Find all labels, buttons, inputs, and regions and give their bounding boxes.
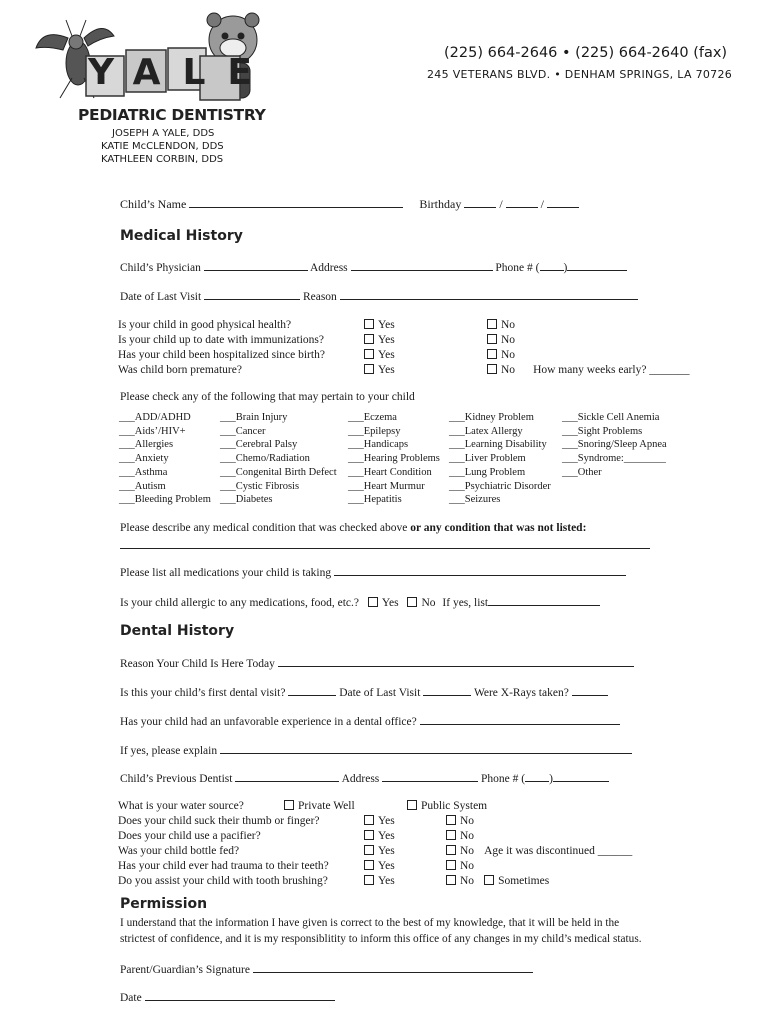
describe-bold-label: or any condition that was not listed: [410, 522, 587, 534]
yes-checkbox[interactable]: Yes [364, 363, 395, 378]
child-name-field[interactable] [189, 197, 403, 208]
physician-phone-field[interactable] [567, 260, 627, 271]
describe-row [120, 522, 586, 534]
conditions-column-1 [119, 411, 211, 507]
yes-checkbox[interactable]: Yes [364, 844, 395, 859]
allergy-list-field[interactable] [488, 595, 600, 606]
date-label: Date [120, 992, 142, 1004]
explain-label: If yes, please explain [120, 745, 218, 757]
birthday-label: Birthday [419, 197, 462, 211]
visit-reason-row [120, 656, 634, 670]
unfavorable-field[interactable] [420, 714, 620, 725]
practice-logo [28, 8, 275, 113]
physician-field[interactable] [204, 260, 308, 271]
condition-item[interactable]: ___Handicaps [348, 439, 409, 451]
physician-address-label: Address [309, 262, 348, 274]
signature-field[interactable] [253, 962, 533, 973]
allergic-row [120, 595, 600, 609]
checkbox-icon [364, 319, 374, 329]
condition-item[interactable]: ___Syndrome:________ [562, 453, 666, 465]
condition-item[interactable]: ___Anxiety [119, 453, 169, 465]
condition-item[interactable]: ___Cerebral Palsy [220, 439, 298, 451]
question-premature: Was child born premature? [118, 364, 242, 376]
condition-item[interactable]: ___Hearing Problems [348, 453, 440, 465]
address-line: 245 VETERANS BLVD. • DENHAM SPRINGS, LA 70726 [427, 68, 733, 81]
medications-row [120, 565, 626, 579]
allergic-yes-checkbox[interactable]: Yes [368, 597, 399, 609]
condition-item[interactable]: ___Aids’/HIV+ [119, 425, 186, 437]
question-brushing: Do you assist your child with tooth brushing? [118, 875, 328, 887]
condition-item[interactable]: ___Congenital Birth Defect [220, 466, 337, 478]
checkbox-icon [487, 349, 497, 359]
condition-item[interactable]: ___ADD/ADHD [119, 412, 191, 423]
xrays-label: Were X-Rays taken? [473, 687, 569, 699]
condition-item[interactable]: ___Liver Problem [449, 453, 526, 465]
prev-dentist-address-label: Address [341, 773, 380, 785]
condition-item[interactable]: ___Sickle Cell Anemia [562, 412, 660, 423]
no-checkbox[interactable]: No [446, 829, 632, 844]
unfavorable-label: Has your child had an unfavorable experience in a dental office? [120, 716, 417, 728]
unfavorable-row [120, 714, 620, 728]
question-bottle: Was your child bottle fed? [118, 845, 240, 857]
checkbox-icon [446, 815, 456, 825]
last-visit-field[interactable] [204, 289, 300, 300]
question-immunizations: Is your child up to date with immunizations? [118, 334, 325, 346]
private-well-checkbox[interactable]: Private Well [284, 800, 355, 812]
permission-heading: Permission [120, 896, 208, 912]
health-yes-column [364, 318, 395, 378]
condition-item[interactable]: ___Hepatitis [348, 494, 402, 506]
dental-last-visit-field[interactable] [423, 685, 471, 696]
last-visit-row [120, 289, 638, 303]
phone-line: (225) 664-2646 • (225) 664-2640 (fax) [444, 45, 728, 61]
condition-item[interactable]: ___Heart Murmur [348, 480, 425, 492]
if-yes-list-label: If yes, list [442, 597, 489, 609]
health-questions [118, 318, 325, 378]
no-checkbox[interactable]: No [487, 333, 690, 348]
visit-reason-label: Reason Your Child Is Here Today [120, 658, 275, 670]
check-intro: Please check any of the following that may pertain to your child [120, 391, 415, 403]
reason-field[interactable] [340, 289, 638, 300]
condition-item[interactable]: ___Sight Problems [562, 425, 643, 437]
no-checkbox[interactable]: No Sometimes [446, 874, 632, 889]
doctor-3: KATHLEEN CORBIN, DDS [101, 154, 224, 165]
checkbox-icon [364, 364, 374, 374]
condition-item[interactable]: ___Diabetes [220, 494, 273, 506]
prev-dentist-field[interactable] [235, 771, 339, 782]
sometimes-checkbox[interactable]: Sometimes [484, 875, 549, 887]
no-checkbox[interactable]: No [446, 859, 632, 874]
yes-checkbox[interactable]: Yes [364, 348, 395, 363]
condition-item[interactable]: ___Cystic Fibrosis [220, 480, 300, 492]
checkbox-icon [364, 334, 374, 344]
dental-last-visit-label: Date of Last Visit [339, 687, 421, 699]
dental-questions [118, 814, 329, 889]
physician-row: Child’s Physician Address Phone # ( ) [120, 260, 627, 274]
visit-reason-field[interactable] [278, 656, 634, 667]
checkbox-icon [364, 875, 374, 885]
condition-item[interactable]: ___Psychiatric Disorder [449, 480, 551, 492]
no-checkbox[interactable]: No [446, 814, 632, 829]
condition-item[interactable]: ___Seizures [449, 494, 501, 506]
checkbox-icon [364, 349, 374, 359]
condition-item[interactable]: ___Bleeding Problem [119, 494, 211, 506]
first-visit-field[interactable] [288, 685, 336, 696]
practice-name: PEDIATRIC DENTISTRY [78, 106, 266, 124]
child-name-row [120, 197, 579, 212]
condition-item[interactable]: ___Autism [119, 480, 166, 492]
permission-text-1: I understand that the information I have given is correct to the best of my knowledge, that it will be held in the [120, 917, 620, 929]
prev-dentist-row: Child’s Previous Dentist Address Phone # ( ) [120, 771, 609, 785]
checkbox-icon [446, 830, 456, 840]
physician-address-field[interactable] [351, 260, 493, 271]
dental-no-column [446, 814, 632, 889]
conditions-column-3 [348, 411, 440, 507]
no-checkbox[interactable]: No [487, 318, 690, 333]
checkbox-icon [446, 845, 456, 855]
health-no-column [487, 318, 690, 378]
prev-dentist-address-field[interactable] [382, 771, 478, 782]
yes-checkbox[interactable]: Yes [364, 829, 395, 844]
birthday-year-field[interactable] [547, 197, 579, 208]
checkbox-icon [484, 875, 494, 885]
dental-history-heading: Dental History [120, 623, 235, 639]
condition-item[interactable]: ___Learning Disability [449, 439, 547, 451]
question-hospitalized: Has your child been hospitalized since birth? [118, 349, 325, 361]
checkbox-icon [364, 860, 374, 870]
physician-label: Child’s Physician [120, 262, 201, 274]
age-discontinued-label[interactable]: Age it was discontinued ______ [484, 845, 633, 857]
physician-area-code-field[interactable] [540, 260, 564, 271]
physician-phone-label: Phone # [495, 262, 533, 274]
doctor-2: KATIE McCLENDON, DDS [101, 141, 224, 152]
explain-field[interactable] [220, 743, 632, 754]
logo-text: YALE [88, 52, 275, 93]
prev-dentist-area-code-field[interactable] [525, 771, 549, 782]
dental-yes-column [364, 814, 395, 889]
condition-item[interactable]: ___Heart Condition [348, 466, 432, 478]
condition-item[interactable]: ___Latex Allergy [449, 425, 523, 437]
prev-dentist-phone-label: Phone # [481, 773, 519, 785]
checkbox-icon [364, 845, 374, 855]
checkbox-icon [407, 800, 417, 810]
yes-checkbox[interactable]: Yes [364, 814, 395, 829]
no-checkbox[interactable]: No Age it was discontinued ______ [446, 844, 632, 859]
doctor-1: JOSEPH A YALE, DDS [112, 128, 215, 139]
birthday-day-field[interactable] [506, 197, 538, 208]
public-system-checkbox[interactable]: Public System [407, 800, 487, 812]
checkbox-icon [487, 334, 497, 344]
prev-dentist-phone-field[interactable] [553, 771, 609, 782]
explain-row [120, 743, 632, 757]
condition-item[interactable]: ___Snoring/Sleep Apnea [562, 439, 667, 451]
checkbox-icon [368, 597, 378, 607]
checkbox-icon [407, 597, 417, 607]
conditions-column-2 [220, 411, 337, 507]
no-checkbox[interactable]: No [487, 348, 690, 363]
yes-checkbox[interactable]: Yes [364, 333, 395, 348]
xrays-field[interactable] [572, 685, 608, 696]
signature-label: Parent/Guardian’s Signature [120, 964, 250, 976]
checkbox-icon [284, 800, 294, 810]
checkbox-icon [446, 860, 456, 870]
birthday-sep: / [540, 197, 545, 211]
medical-history-heading: Medical History [120, 228, 243, 244]
weeks-early-label[interactable]: How many weeks early? _______ [533, 364, 690, 376]
condition-item[interactable]: ___Lung Problem [449, 466, 526, 478]
no-checkbox[interactable]: No How many weeks early? _______ [487, 363, 690, 378]
checkbox-icon [487, 364, 497, 374]
describe-label: Please describe any medical condition that was checked above [120, 522, 411, 534]
reason-label: Reason [302, 291, 337, 303]
allergic-no-checkbox[interactable]: No [407, 597, 435, 609]
yes-checkbox[interactable]: Yes [364, 859, 395, 874]
condition-item[interactable]: ___Cancer [220, 425, 266, 437]
condition-item[interactable]: ___Chemo/Radiation [220, 453, 310, 465]
checkbox-icon [487, 319, 497, 329]
last-visit-label: Date of Last Visit [120, 291, 202, 303]
yes-checkbox[interactable]: Yes [364, 874, 395, 889]
medications-label: Please list all medications your child is taking [120, 567, 332, 579]
signature-row [120, 962, 533, 976]
conditions-column-4 [449, 411, 551, 507]
yes-checkbox[interactable]: Yes [364, 318, 395, 333]
condition-item[interactable]: ___Brain Injury [220, 412, 288, 423]
checkbox-icon [364, 830, 374, 840]
question-good-health: Is your child in good physical health? [118, 319, 292, 331]
allergic-label: Is your child allergic to any medications, food, etc.? [120, 597, 359, 609]
condition-item[interactable]: ___Allergies [119, 439, 174, 451]
condition-item[interactable]: ___Eczema [348, 412, 397, 423]
child-name-label: Child’s Name [120, 197, 187, 211]
question-trauma: Has your child ever had trauma to their teeth? [118, 860, 329, 872]
permission-text-2: strictest of confidence, and it is my responsiblitity to inform this office of any changes in my child’s medical status. [120, 933, 642, 945]
date-row [120, 990, 335, 1004]
first-visit-label: Is this your child’s first dental visit? [120, 687, 286, 699]
birthday-sep: / [499, 197, 503, 211]
checkbox-icon [446, 875, 456, 885]
birthday-month-field[interactable] [464, 197, 496, 208]
describe-field[interactable] [120, 548, 650, 549]
checkbox-icon [364, 815, 374, 825]
conditions-column-5 [562, 411, 667, 480]
condition-item[interactable]: ___Kidney Problem [449, 412, 534, 423]
condition-item[interactable]: ___Other [562, 466, 602, 478]
first-visit-row [120, 685, 608, 699]
condition-item[interactable]: ___Epilepsy [348, 425, 401, 437]
question-thumb: Does your child suck their thumb or finger? [118, 815, 320, 827]
water-label: What is your water source? [118, 800, 244, 812]
medications-field[interactable] [334, 565, 626, 576]
water-row [118, 800, 244, 812]
condition-item[interactable]: ___Asthma [119, 466, 168, 478]
date-field[interactable] [145, 990, 335, 1001]
question-pacifier: Does your child use a pacifier? [118, 830, 261, 842]
prev-dentist-label: Child’s Previous Dentist [120, 773, 233, 785]
